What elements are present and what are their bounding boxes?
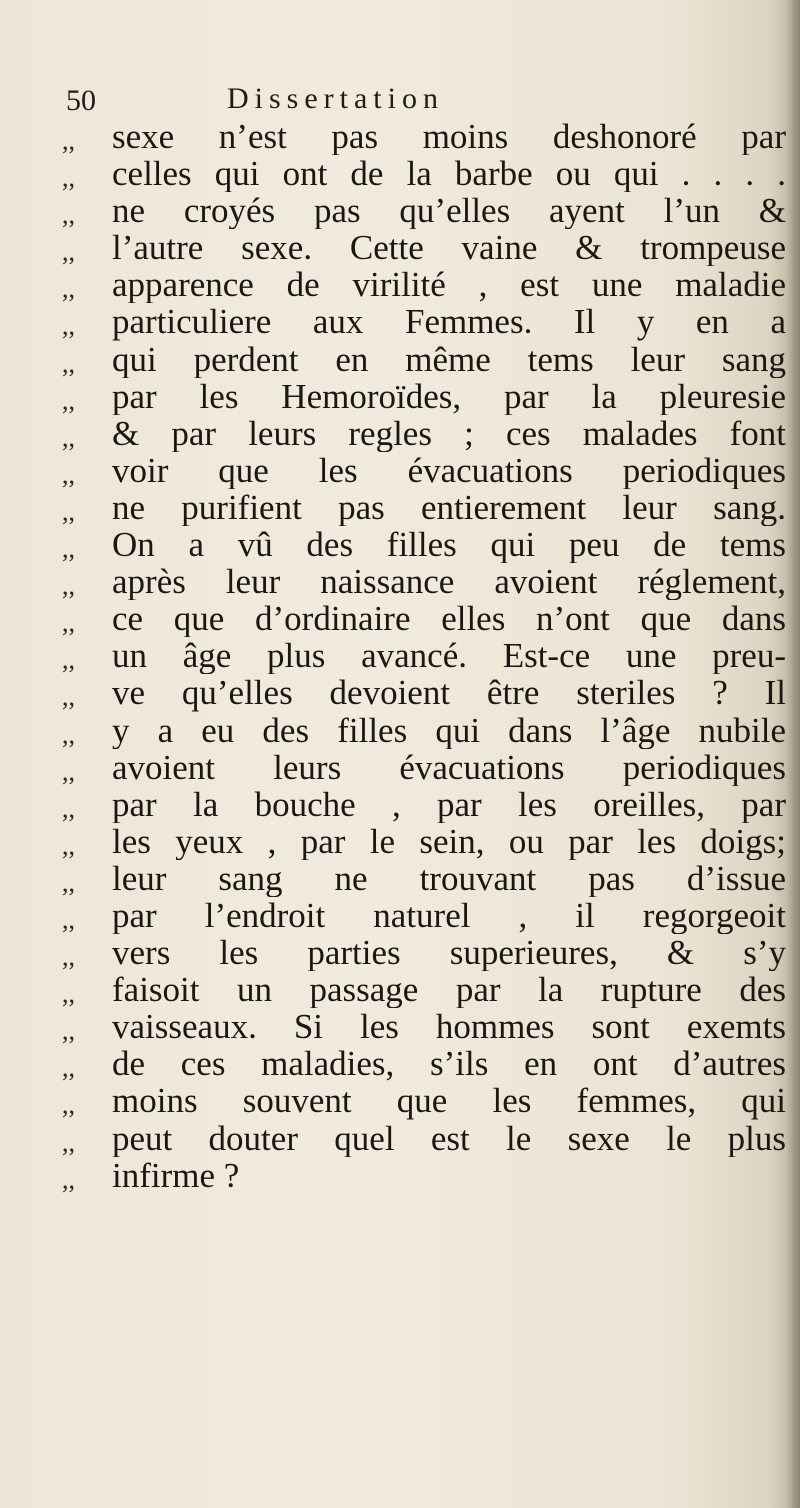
text-line xyxy=(62,1120,786,1157)
line-text: faisoit un passage par la rupture des xyxy=(112,971,786,1009)
body-text xyxy=(62,118,786,1194)
quotation-mark: ,, xyxy=(62,1164,75,1194)
quotation-mark: ,, xyxy=(62,645,75,675)
text-line xyxy=(62,934,786,971)
line-text: ce que d’ordinaire elles n’ont que dans xyxy=(112,600,786,638)
text-line xyxy=(62,118,786,155)
quotation-mark: ,, xyxy=(62,1016,75,1046)
line-text: celles qui ont de la barbe ou qui . . . . xyxy=(112,155,786,193)
text-line xyxy=(62,155,786,192)
line-text: leur sang ne trouvant pas d’issue xyxy=(112,859,786,897)
page-number: 50 xyxy=(66,84,96,117)
text-line xyxy=(62,860,786,897)
quotation-mark: ,, xyxy=(62,793,75,823)
line-text: vers les parties superieures, & s’y xyxy=(112,934,786,972)
line-text: de ces maladies, s’ils en ont d’autres xyxy=(112,1045,786,1083)
line-text: un âge plus avancé. Est-ce une preu- xyxy=(112,637,786,675)
line-text: après leur naissance avoient réglement, xyxy=(112,563,786,601)
text-line xyxy=(62,563,786,600)
text-line xyxy=(62,897,786,934)
text-line xyxy=(62,674,786,711)
text-line xyxy=(62,1157,786,1194)
quotation-mark: ,, xyxy=(62,496,75,526)
quotation-mark: ,, xyxy=(62,348,75,378)
quotation-mark: ,, xyxy=(62,126,75,155)
quotation-mark: ,, xyxy=(62,867,75,897)
line-text: par l’endroit naturel , il regorgeoit xyxy=(112,896,786,935)
quotation-mark: ,, xyxy=(62,422,75,452)
line-text: ne croyés pas qu’elles ayent l’un & xyxy=(112,192,786,230)
line-text: & par leurs regles ; ces malades font xyxy=(112,414,786,452)
quotation-mark: ,, xyxy=(62,1090,75,1120)
quotation-mark: ,, xyxy=(62,534,75,564)
quotation-mark: ,, xyxy=(62,1053,75,1083)
quotation-mark: ,, xyxy=(62,830,75,860)
text-line xyxy=(62,303,786,340)
quotation-mark: ,, xyxy=(62,719,75,749)
quotation-mark: ,, xyxy=(62,200,75,230)
quotation-mark: ,, xyxy=(62,571,75,601)
quotation-mark: ,, xyxy=(62,163,75,193)
quotation-mark: ,, xyxy=(62,385,75,415)
line-text: ve qu’elles devoient être steriles ? Il xyxy=(112,674,786,712)
quotation-mark: ,, xyxy=(62,942,75,972)
line-text: sexe n’est pas moins deshonoré par xyxy=(112,118,786,156)
text-line xyxy=(62,712,786,749)
text-line xyxy=(62,341,786,378)
line-text: infirme ? xyxy=(112,1156,240,1194)
text-line xyxy=(62,266,786,303)
text-line xyxy=(62,229,786,266)
text-line xyxy=(62,637,786,674)
quotation-mark: ,, xyxy=(62,756,75,786)
text-line xyxy=(62,452,786,489)
quotation-mark: ,, xyxy=(62,904,75,934)
page-edge-shadow xyxy=(786,0,800,1508)
line-text: par les Hemoroïdes, par la pleuresie xyxy=(112,377,786,415)
line-text: y a eu des filles qui dans l’âge nubile xyxy=(112,711,786,749)
quotation-mark: ,, xyxy=(62,237,75,267)
quotation-mark: ,, xyxy=(62,274,75,304)
text-line xyxy=(62,749,786,786)
line-text: l’autre sexe. Cette vaine & trompeuse xyxy=(112,229,786,267)
running-head: Dissertation xyxy=(227,82,444,115)
text-line xyxy=(62,823,786,860)
line-text: particuliere aux Femmes. Il y en a xyxy=(112,303,786,341)
line-text: apparence de virilité , est une maladie xyxy=(112,266,786,304)
line-text: moins souvent que les femmes, qui xyxy=(112,1082,786,1120)
quotation-mark: ,, xyxy=(62,311,75,341)
page-header xyxy=(62,78,762,118)
text-line xyxy=(62,526,786,563)
line-text: ne purifient pas entierement leur sang. xyxy=(112,488,786,527)
text-line xyxy=(62,192,786,229)
text-line xyxy=(62,378,786,415)
quotation-mark: ,, xyxy=(62,979,75,1009)
line-text: avoient leurs évacuations periodiques xyxy=(112,748,786,786)
text-line xyxy=(62,1008,786,1045)
line-text: par la bouche , par les oreilles, par xyxy=(112,785,786,823)
line-text: vaisseaux. Si les hommes sont exemts xyxy=(112,1008,786,1046)
line-text: voir que les évacuations periodiques xyxy=(112,451,786,489)
quotation-mark: ,, xyxy=(62,1127,75,1157)
line-text: qui perdent en même tems leur sang xyxy=(112,340,786,378)
line-text: peut douter quel est le sexe le plus xyxy=(112,1119,786,1157)
text-line xyxy=(62,1045,786,1082)
text-line xyxy=(62,489,786,526)
text-line xyxy=(62,600,786,637)
text-line xyxy=(62,971,786,1008)
text-line xyxy=(62,415,786,452)
line-text: les yeux , par le sein, ou par les doigs; xyxy=(112,822,786,860)
line-text: On a vû des filles qui peu de tems xyxy=(112,526,786,564)
text-line xyxy=(62,1082,786,1119)
text-line xyxy=(62,786,786,823)
quotation-mark: ,, xyxy=(62,682,75,712)
quotation-mark: ,, xyxy=(62,608,75,638)
quotation-mark: ,, xyxy=(62,459,75,489)
